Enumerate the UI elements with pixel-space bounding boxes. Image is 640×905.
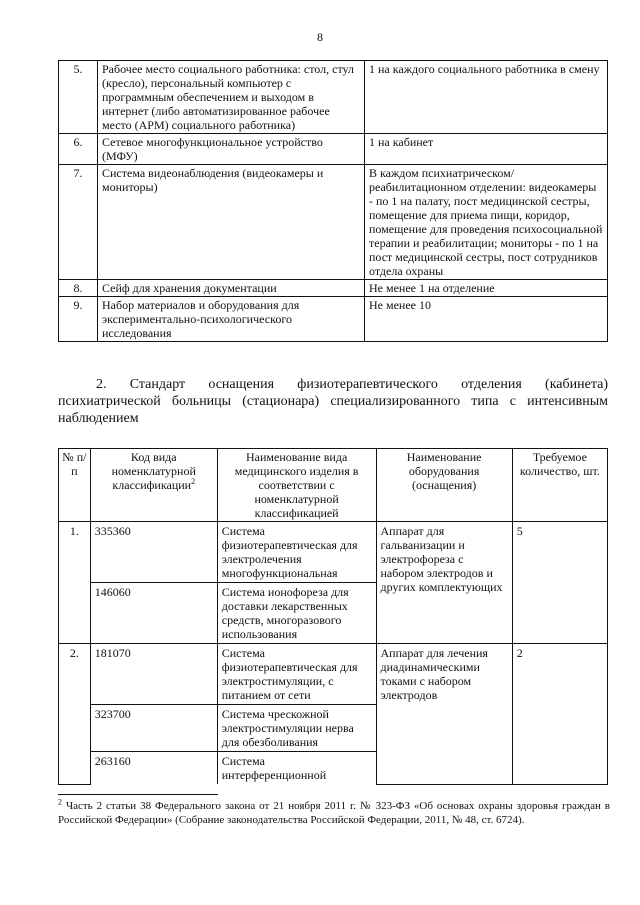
item-quantity: Не менее 1 на отделение <box>365 280 608 297</box>
footnote-text: Часть 2 статьи 38 Федерального закона от 21 ноября 2011 г. № 323-ФЗ «Об основах охраны здоровья граждан в Российской Федерации» (Собрание законодательства Российской Федерации, 2011, № 48, ст. 6724). <box>58 800 610 826</box>
row-number: 2. <box>59 644 91 785</box>
section-heading <box>58 376 608 427</box>
nomenclature-code: 146060 <box>90 583 217 644</box>
table-header-row <box>59 449 608 522</box>
equipment-name: Аппарат для гальванизации и электрофореза с набором электродов и других комплектующих <box>376 522 512 644</box>
device-kind: Система физиотерапевтическая для электростимуляции, с питанием от сети <box>217 644 376 705</box>
nomenclature-code: 335360 <box>90 522 217 583</box>
header-code: Код вида номенклатурной классификации$^2$ <box>90 449 217 522</box>
footnote: $^2$ Часть 2 статьи 38 Федерального закона от 21 ноября 2011 г. № 323-ФЗ «Об основах охраны здоровья граждан в Российской Федерации» (Собрание законодательства Российской Федерации, 2011, № 48, ст. 6724). <box>58 797 610 826</box>
table-row <box>59 297 608 342</box>
header-equipment: Наименование оборудования (оснащения) <box>376 449 512 522</box>
equipment-table-continued <box>58 60 608 342</box>
page-number: 8 <box>317 30 323 44</box>
physiotherapy-equipment-table <box>58 448 608 785</box>
nomenclature-code: 263160 <box>90 752 217 785</box>
table-row <box>59 280 608 297</box>
item-quantity: 1 на кабинет <box>365 134 608 165</box>
required-quantity: 5 <box>512 522 607 644</box>
section-title: 2. Стандарт оснащения физиотерапевтического отделения (кабинета) психиатрической больницы (стационара) специализированного типа с интенсивным наблюдением <box>58 377 608 426</box>
device-kind: Система физиотерапевтическая для электролечения многофункциональная <box>217 522 376 583</box>
device-kind: Система интерференционной <box>217 752 376 785</box>
row-number: 5. <box>59 61 98 134</box>
equipment-name: Аппарат для лечения диадинамическими токами с набором электродов <box>376 644 512 785</box>
nomenclature-code: 323700 <box>90 705 217 752</box>
required-quantity: 2 <box>512 644 607 785</box>
table-row <box>59 165 608 280</box>
footnote-divider <box>58 794 218 795</box>
row-number: 7. <box>59 165 98 280</box>
header-num: № п/п <box>59 449 91 522</box>
table-row <box>59 61 608 134</box>
nomenclature-code: 181070 <box>90 644 217 705</box>
device-kind: Система чрескожной электростимуляции нерва для обезболивания <box>217 705 376 752</box>
row-number: 9. <box>59 297 98 342</box>
item-quantity: 1 на каждого социального работника в смену <box>365 61 608 134</box>
row-number: 8. <box>59 280 98 297</box>
item-name: Сетевое многофункциональное устройство (МФУ) <box>98 134 365 165</box>
row-number: 1. <box>59 522 91 644</box>
table-row <box>59 522 608 583</box>
item-name: Сейф для хранения документации <box>98 280 365 297</box>
table-row <box>59 644 608 705</box>
table-row <box>59 134 608 165</box>
item-name: Рабочее место социального работника: стол, стул (кресло), персональный компьютер с программным обеспечением и выходом в интернет (либо автоматизированное рабочее место (АРМ) социального работника) <box>98 61 365 134</box>
row-number: 6. <box>59 134 98 165</box>
header-qty: Требуемое количество, шт. <box>512 449 607 522</box>
item-quantity: В каждом психиатрическом/реабилитационном отделении: видеокамеры - по 1 на палату, пост медицинской сестры, помещение для приема пищи, коридор, помещение для проведения психосоциальной терапии и реабилитации; мониторы - по 1 на пост медицинской сестры, пост сотрудников отдела охраны <box>365 165 608 280</box>
item-name: Система видеонаблюдения (видеокамеры и мониторы) <box>98 165 365 280</box>
header-kind: Наименование вида медицинского изделия в соответствии с номенклатурной классификацией <box>217 449 376 522</box>
device-kind: Система ионофореза для доставки лекарственных средств, многоразового использования <box>217 583 376 644</box>
item-quantity: Не менее 10 <box>365 297 608 342</box>
item-name: Набор материалов и оборудования для экспериментально-психологического исследования <box>98 297 365 342</box>
